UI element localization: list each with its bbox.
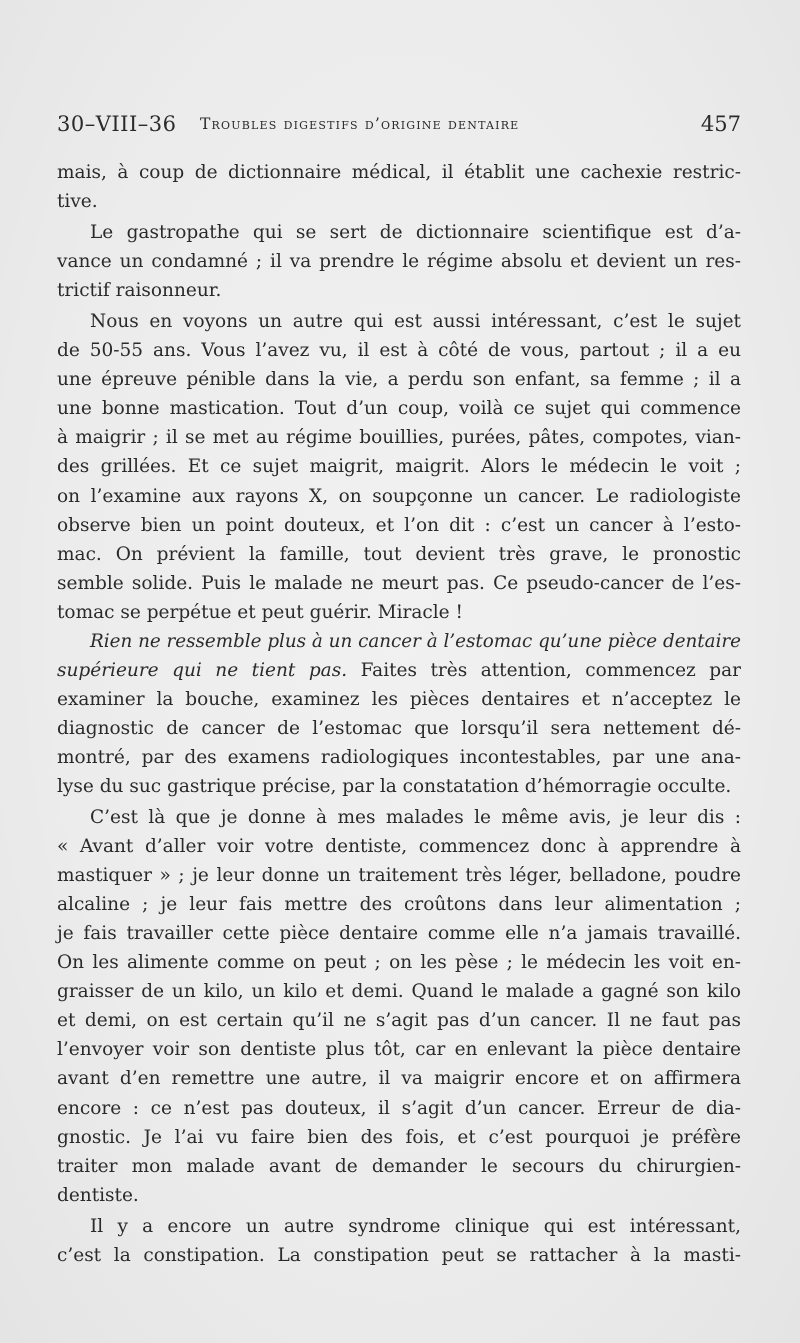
text-line: observe bien un point douteux, et l’on dit : c’est un cancer à l’esto- [57, 514, 741, 536]
text-line: avant d’en remettre une autre, il va maigrir encore et on affirmera [57, 1068, 741, 1090]
text-line: diagnostic de cancer de l’estomac que lorsqu’il sera nettement dé- [57, 717, 741, 739]
text-line: trictif raisonneur. [57, 280, 222, 302]
text-line: montré, par des examens radiologiques incontestables, par une ana- [57, 746, 741, 768]
text-line: traiter mon malade avant de demander le secours du chirurgien- [57, 1155, 741, 1177]
text-line: je fais travailler cette pièce dentaire comme elle n’a jamais travaillé. [57, 923, 741, 945]
text-line: une épreuve pénible dans la vie, a perdu son enfant, sa femme ; il a [57, 369, 741, 391]
text-line: examiner la bouche, examinez les pièces dentaires et n’acceptez le [57, 688, 741, 710]
body-text [57, 158, 741, 1270]
text-line: « Avant d’aller voir votre dentiste, commencez donc à apprendre à [57, 836, 741, 858]
text-line: mais, à coup de dictionnaire médical, il établit une cachexie restric- [57, 162, 741, 183]
text-line: Nous en voyons un autre qui est aussi intéressant, c’est le sujet [90, 311, 741, 333]
text-line: tomac se perpétue et peut guérir. Miracle ! [57, 601, 463, 623]
text-line: à maigrir ; il se met au régime bouillies, purées, pâtes, compotes, vian- [57, 427, 741, 449]
text-line: de 50-55 ans. Vous l’avez vu, il est à côté de vous, partout ; il a eu [57, 340, 741, 362]
italic-text: Rien ne ressemble plus à un cancer à l’estomac qu’une pièce dentaire [90, 630, 741, 652]
text-line: dentiste. [57, 1184, 139, 1206]
text-line: mac. On prévient la famille, tout devient très grave, le pronostic [57, 543, 741, 565]
header-date: 30–VIII–36 [57, 112, 177, 136]
text-line: tive. [57, 191, 98, 213]
running-title: Troubles digestifs d’origine dentaire [200, 115, 520, 133]
text-line: mastiquer » ; je leur donne un traitement très léger, belladone, poudre [57, 865, 741, 887]
italic-text: supérieure qui ne tient pas. [57, 659, 348, 681]
text-line: Le gastropathe qui se sert de dictionnaire scientifique est d’a- [90, 222, 741, 244]
text-line: alcaline ; je leur fais mettre des croûtons dans leur alimentation ; [57, 894, 741, 916]
text-line: graisser de un kilo, un kilo et demi. Quand le malade a gagné son kilo [57, 981, 741, 1003]
text-line [57, 656, 741, 685]
text-line: gnostic. Je l’ai vu faire bien des fois, et c’est pourquoi je préfère [57, 1126, 741, 1148]
text-line: lyse du suc gastrique précise, par la constatation d’hémorragie occulte. [57, 775, 732, 797]
text-line: encore : ce n’est pas douteux, il s’agit d’un cancer. Erreur de dia- [57, 1097, 741, 1119]
text-line: vance un condamné ; il va prendre le régime absolu et devient un res- [57, 251, 741, 273]
text-line [57, 627, 741, 656]
page-header [57, 112, 741, 142]
text-line: et demi, on est certain qu’il ne s’agit pas d’un cancer. Il ne faut pas [57, 1010, 741, 1032]
text-line: on l’examine aux rayons X, on soupçonne un cancer. Le radiologiste [57, 485, 741, 507]
text-line: On les alimente comme on peut ; on les pèse ; le médecin les voit en- [57, 952, 741, 974]
text-line: l’envoyer voir son dentiste plus tôt, car en enlevant la pièce dentaire [57, 1039, 741, 1061]
text-line: Il y a encore un autre syndrome clinique qui est intéressant, [90, 1215, 741, 1237]
page-number: 457 [700, 112, 741, 136]
text-line: c’est la constipation. La constipation peut se rattacher à la masti- [57, 1244, 741, 1266]
text-line: semble solide. Puis le malade ne meurt pas. Ce pseudo-cancer de l’es- [57, 572, 741, 594]
text-fragment: Faites très attention, commencez par [347, 659, 741, 681]
text-line: une bonne mastication. Tout d’un coup, voilà ce sujet qui commence [57, 398, 741, 420]
text-line: des grillées. Et ce sujet maigrit, maigrit. Alors le médecin le voit ; [57, 456, 741, 478]
text-line: C’est là que je donne à mes malades le même avis, je leur dis : [90, 807, 741, 829]
